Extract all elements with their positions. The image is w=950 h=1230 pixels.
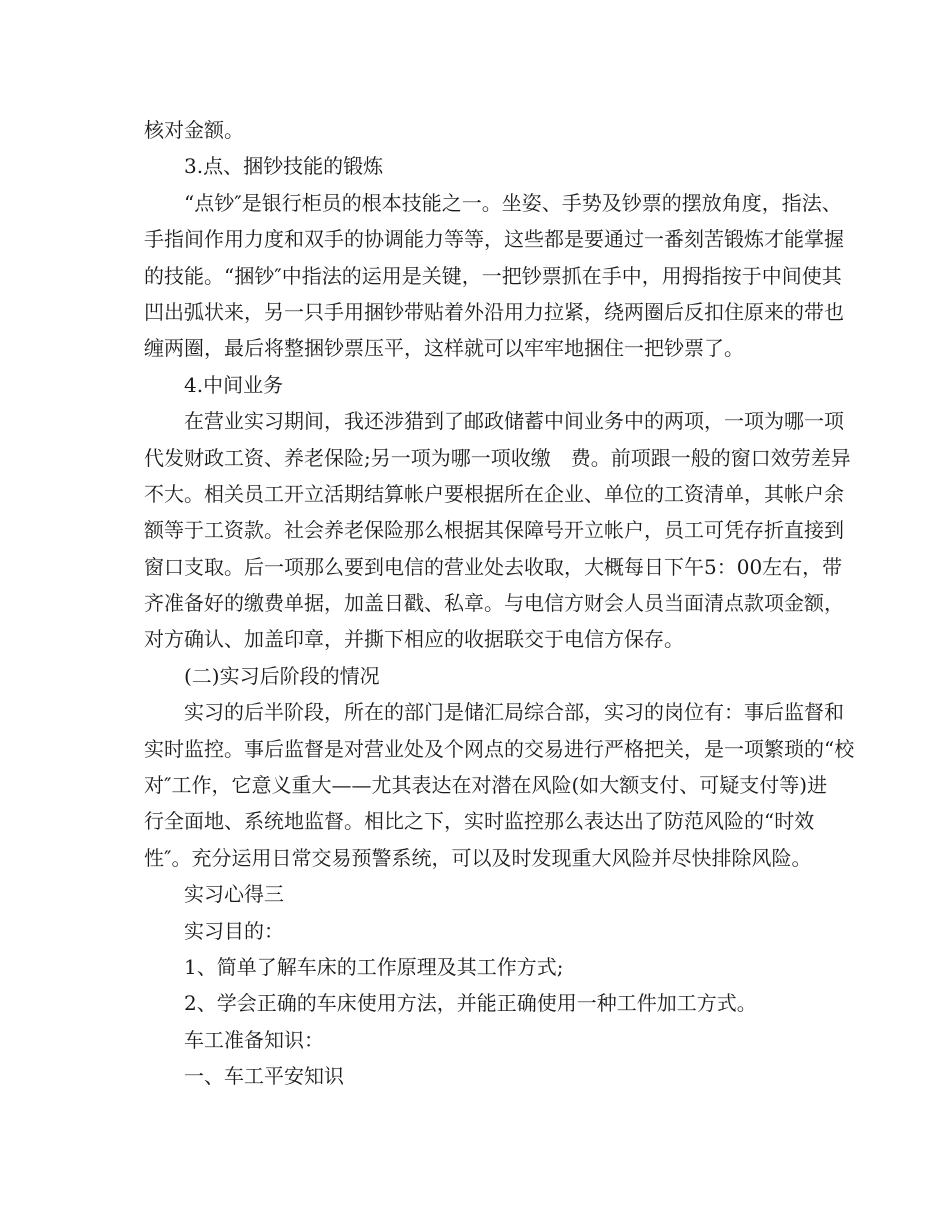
text-line: 车工准备知识： <box>184 1027 324 1052</box>
document-body <box>144 112 855 1095</box>
text-line: 对方确认、加盖印章，并撕下相应的收据联交于电信方保存。 <box>144 627 684 652</box>
text-line: 实习目的： <box>184 918 284 943</box>
text-line: 窗口支取。后一项那么要到电信的营业处去收取，大概每日下午5：00左右，带 <box>144 554 843 579</box>
text-line: 在营业实习期间，我还涉猎到了邮政储蓄中间业务中的两项，一项为哪一项 <box>184 409 844 434</box>
text-line: 凹出弧状来，另一只手用捆钞带贴着外沿用力拉紧，绕两圈后反扣住原来的带也 <box>144 299 844 324</box>
text-line: 2、学会正确的车床使用方法，并能正确使用一种工件加工方式。 <box>184 991 757 1016</box>
text-line: 不大。相关员工开立活期结算帐户要根据所在企业、单位的工资清单，其帐户余 <box>144 481 844 506</box>
text-line: (二)实习后阶段的情况 <box>184 663 380 688</box>
text-line: 实时监控。事后监督是对营业处及个网点的交易进行严格把关，是一项繁琐的“校 <box>144 736 855 761</box>
text-line: 的技能。“捆钞″中指法的运用是关键，一把钞票抓在手中，用拇指按于中间使其 <box>144 263 842 288</box>
text-line: 手指间作用力度和双手的协调能力等等，这些都是要通过一番刻苦锻炼才能掌握 <box>144 227 844 252</box>
text-line: 代发财政工资、养老保险;另一项为哪一项收缴 费。前项跟一般的窗口效劳差异 <box>144 445 851 470</box>
text-line: 缠两圈，最后将整捆钞票压平，这样就可以牢牢地捆住一把钞票了。 <box>144 336 744 361</box>
text-line: 1、简单了解车床的工作原理及其工作方式; <box>184 954 564 979</box>
text-line: 3.点、捆钞技能的锻炼 <box>184 154 384 179</box>
text-line: 额等于工资款。社会养老保险那么根据其保障号开立帐户，员工可凭存折直接到 <box>144 518 844 543</box>
text-line: 核对金额。 <box>144 118 244 142</box>
text-line: 实习心得三 <box>184 882 284 907</box>
text-line: 4.中间业务 <box>184 372 284 397</box>
text-line: 行全面地、系统地监督。相比之下，实时监控那么表达出了防范风险的“时效 <box>144 809 815 834</box>
text-line: 性″。充分运用日常交易预警系统，可以及时发现重大风险并尽快排除风险。 <box>144 845 812 870</box>
text-line: 实习的后半阶段，所在的部门是储汇局综合部，实习的岗位有：事后监督和 <box>184 700 844 725</box>
text-line: 齐准备好的缴费单据，加盖日戳、私章。与电信方财会人员当面清点款项金额， <box>144 591 844 616</box>
text-line: “点钞″是银行柜员的根本技能之一。坐姿、手势及钞票的摆放角度，指法、 <box>184 190 842 215</box>
text-line: 一、车工平安知识 <box>184 1064 344 1089</box>
text-line: 对″工作，它意义重大——尤其表达在对潜在风险(如大额支付、可疑支付等)进 <box>144 773 828 798</box>
